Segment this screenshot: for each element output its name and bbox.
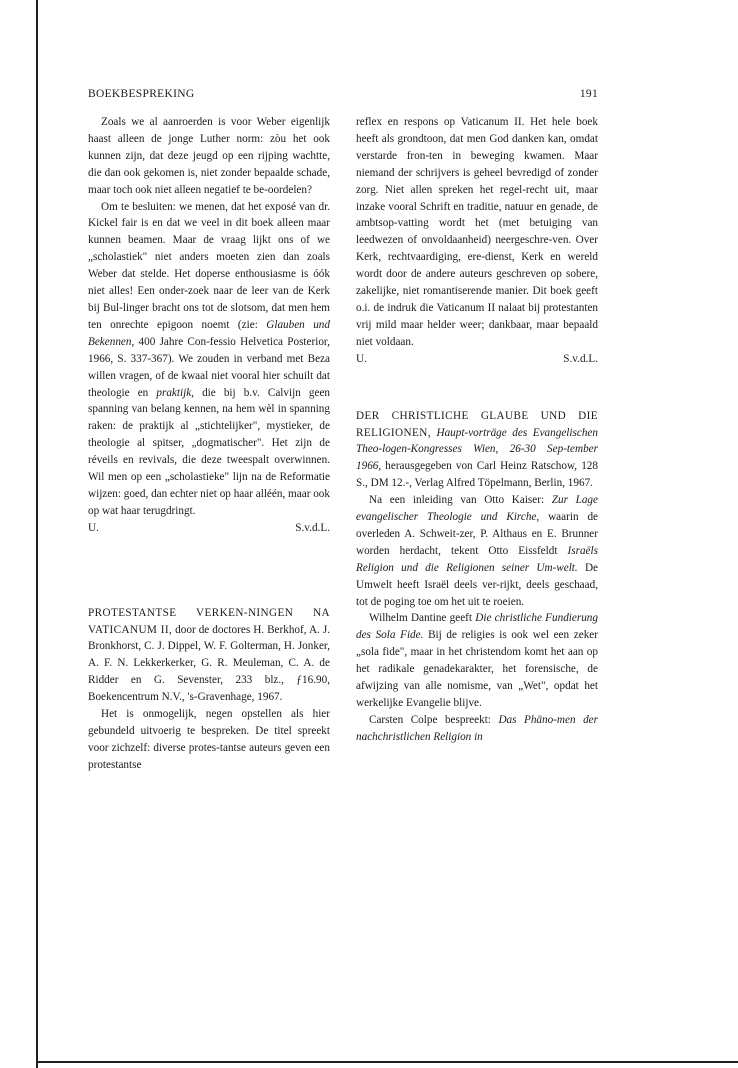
running-title: BOEKBESPREKING	[88, 88, 195, 100]
book-entry-heading: PROTESTANTSE VERKEN-NINGEN NA VATICANUM II, door de doctores H. Berkhof, A. J. Bronkhorst, C. J. Dippel, W. F. Golterman, H. Jonker, A. F. N. Lekkerkerker, G. R. Meuleman, C. A. de Ridder en G. Sevenster, 233 blz., ƒ16.90, Boekencentrum N.V., 's-Gravenhage, 1967.	[88, 606, 330, 704]
book-entry-heading: DER CHRISTLICHE GLAUBE UND DIE RELIGIONEN, Haupt-vorträge des Evangelischen Theo-logen-Kongresses Wien, 26-30 Sep-tember 1966, herausgegeben von Carl Heinz Ratschow, 128 S., DM 12.-, Verlag Alfred Töpelmann, Berlin, 1967.	[356, 409, 598, 490]
signature-author: S.v.d.L.	[295, 521, 330, 534]
right-column	[356, 114, 598, 774]
left-column	[88, 114, 330, 774]
signature-place: U.	[356, 352, 367, 365]
left-paragraph-2: Om te besluiten: we menen, dat het exposé van dr. Kickel fair is en dat we veel in dit boek alleen maar kunnen beamen. Maar de vraag lijkt ons of we „scholastiek" niet anders moeten zien dan zoals Weber dat stelde. Het doperse enthousiasme is óók niet alles! Een onder-zoek naar de leer van de Kerk bij Bul-linger bracht ons tot de slotsom, dat men hem ten onrechte epigoon noemt (zie: Glauben und Bekennen, 400 Jahre Con-fessio Helvetica Posterior, 1966, S. 337-367). We zouden in verband met Beza willen vragen, of de kwaal niet vooral hier schuilt dat theologie en praktijk, die bij b.v. Calvijn geen spanning van belang kennen, na hem wèl in spanning raken: de praktijk al „stichtelijker", mystieker, de theologie al spitser, „dogmatischer". Het zijn de réveils en revivals, die deze tweespalt overwinnen. Wil men op een „scholastieke" lijn na de Reformatie wijzen: goed, dan echter niet op haar alléén, maar ook op wat haar terugdringt.	[88, 200, 330, 517]
review-signature	[88, 520, 330, 537]
scan-left-edge	[36, 0, 38, 1068]
right-paragraph-2: Na een inleiding van Otto Kaiser: Zur Lage evangelischer Theologie und Kirche, waarin de overleden A. Schweit-zer, P. Althaus en E. Brunner worden herdacht, tekent Otto Eissfeldt Israëls Religion und die Religionen seiner Um-welt. De Umwelt heeft Israël deels ver-rijkt, deels geschaad, tot de poging toe om het uit te roeien.	[356, 494, 599, 608]
right-paragraph-4: Carsten Colpe bespreekt: Das Phäno-men der nachchristlichen Religion in	[356, 713, 598, 743]
scan-bottom-edge	[36, 1061, 738, 1063]
book-page	[88, 88, 598, 774]
text-columns	[88, 114, 598, 774]
review-signature	[356, 351, 598, 368]
signature-place: U.	[88, 521, 99, 534]
left-paragraph-1: Zoals we al aanroerden is voor Weber eigenlijk haast alleen de jonge Luther norm: zòu het ook kunnen zijn, dat deze jeugd op een rijping wachtte, die dan ook gekomen is, niet zonder bepaalde schade, maar toch ook niet alleen negatief te be-oordelen?	[88, 116, 330, 196]
right-paragraph-3: Wilhelm Dantine geeft Die christliche Fundierung des Sola Fide. Bij de religies is ook wel een zeker „sola fide", maar in het christendom komt het aan op het radikale genadekarakter, het forensische, de afwijzing van alle nomisme, van „Wet", opdat het werkelijke Evangelie blijve.	[356, 612, 598, 709]
signature-author: S.v.d.L.	[563, 352, 598, 365]
right-paragraph-1: reflex en respons op Vaticanum II. Het hele boek heeft als grondtoon, dat men God danken kan, omdat verstarde fron-ten in beweging kwamen. Maar niemand der schrijvers is geheel bevredigd of zonder zorg. Niet allen spreken het regel-recht uit, maar inzake vooral Schrift en traditie, natuur en genade, de ambtsop-vatting wordt het (met betuiging van leedwezen of onvoldaanheid) neergeschre-ven. Over Kerk, rechtvaardiging, ere-dienst, Kerk en wereld wordt door de andere auteurs geschreven op sobere, zakelijke, niet romantiserende manier. Dit boek geeft o.i. de indruk die Vaticanum II nalaat bij protestanten vrij mild maar helder weer; dankbaar, maar bepaald niet voldaan.	[356, 116, 598, 348]
page-number: 191	[579, 88, 598, 100]
running-head	[88, 88, 598, 100]
left-paragraph-3: Het is onmogelijk, negen opstellen als hier gebundeld uitvoerig te bespreken. De titel spreekt voor zichzelf: diverse protes-tantse auteurs geven een protestantse	[88, 708, 330, 771]
